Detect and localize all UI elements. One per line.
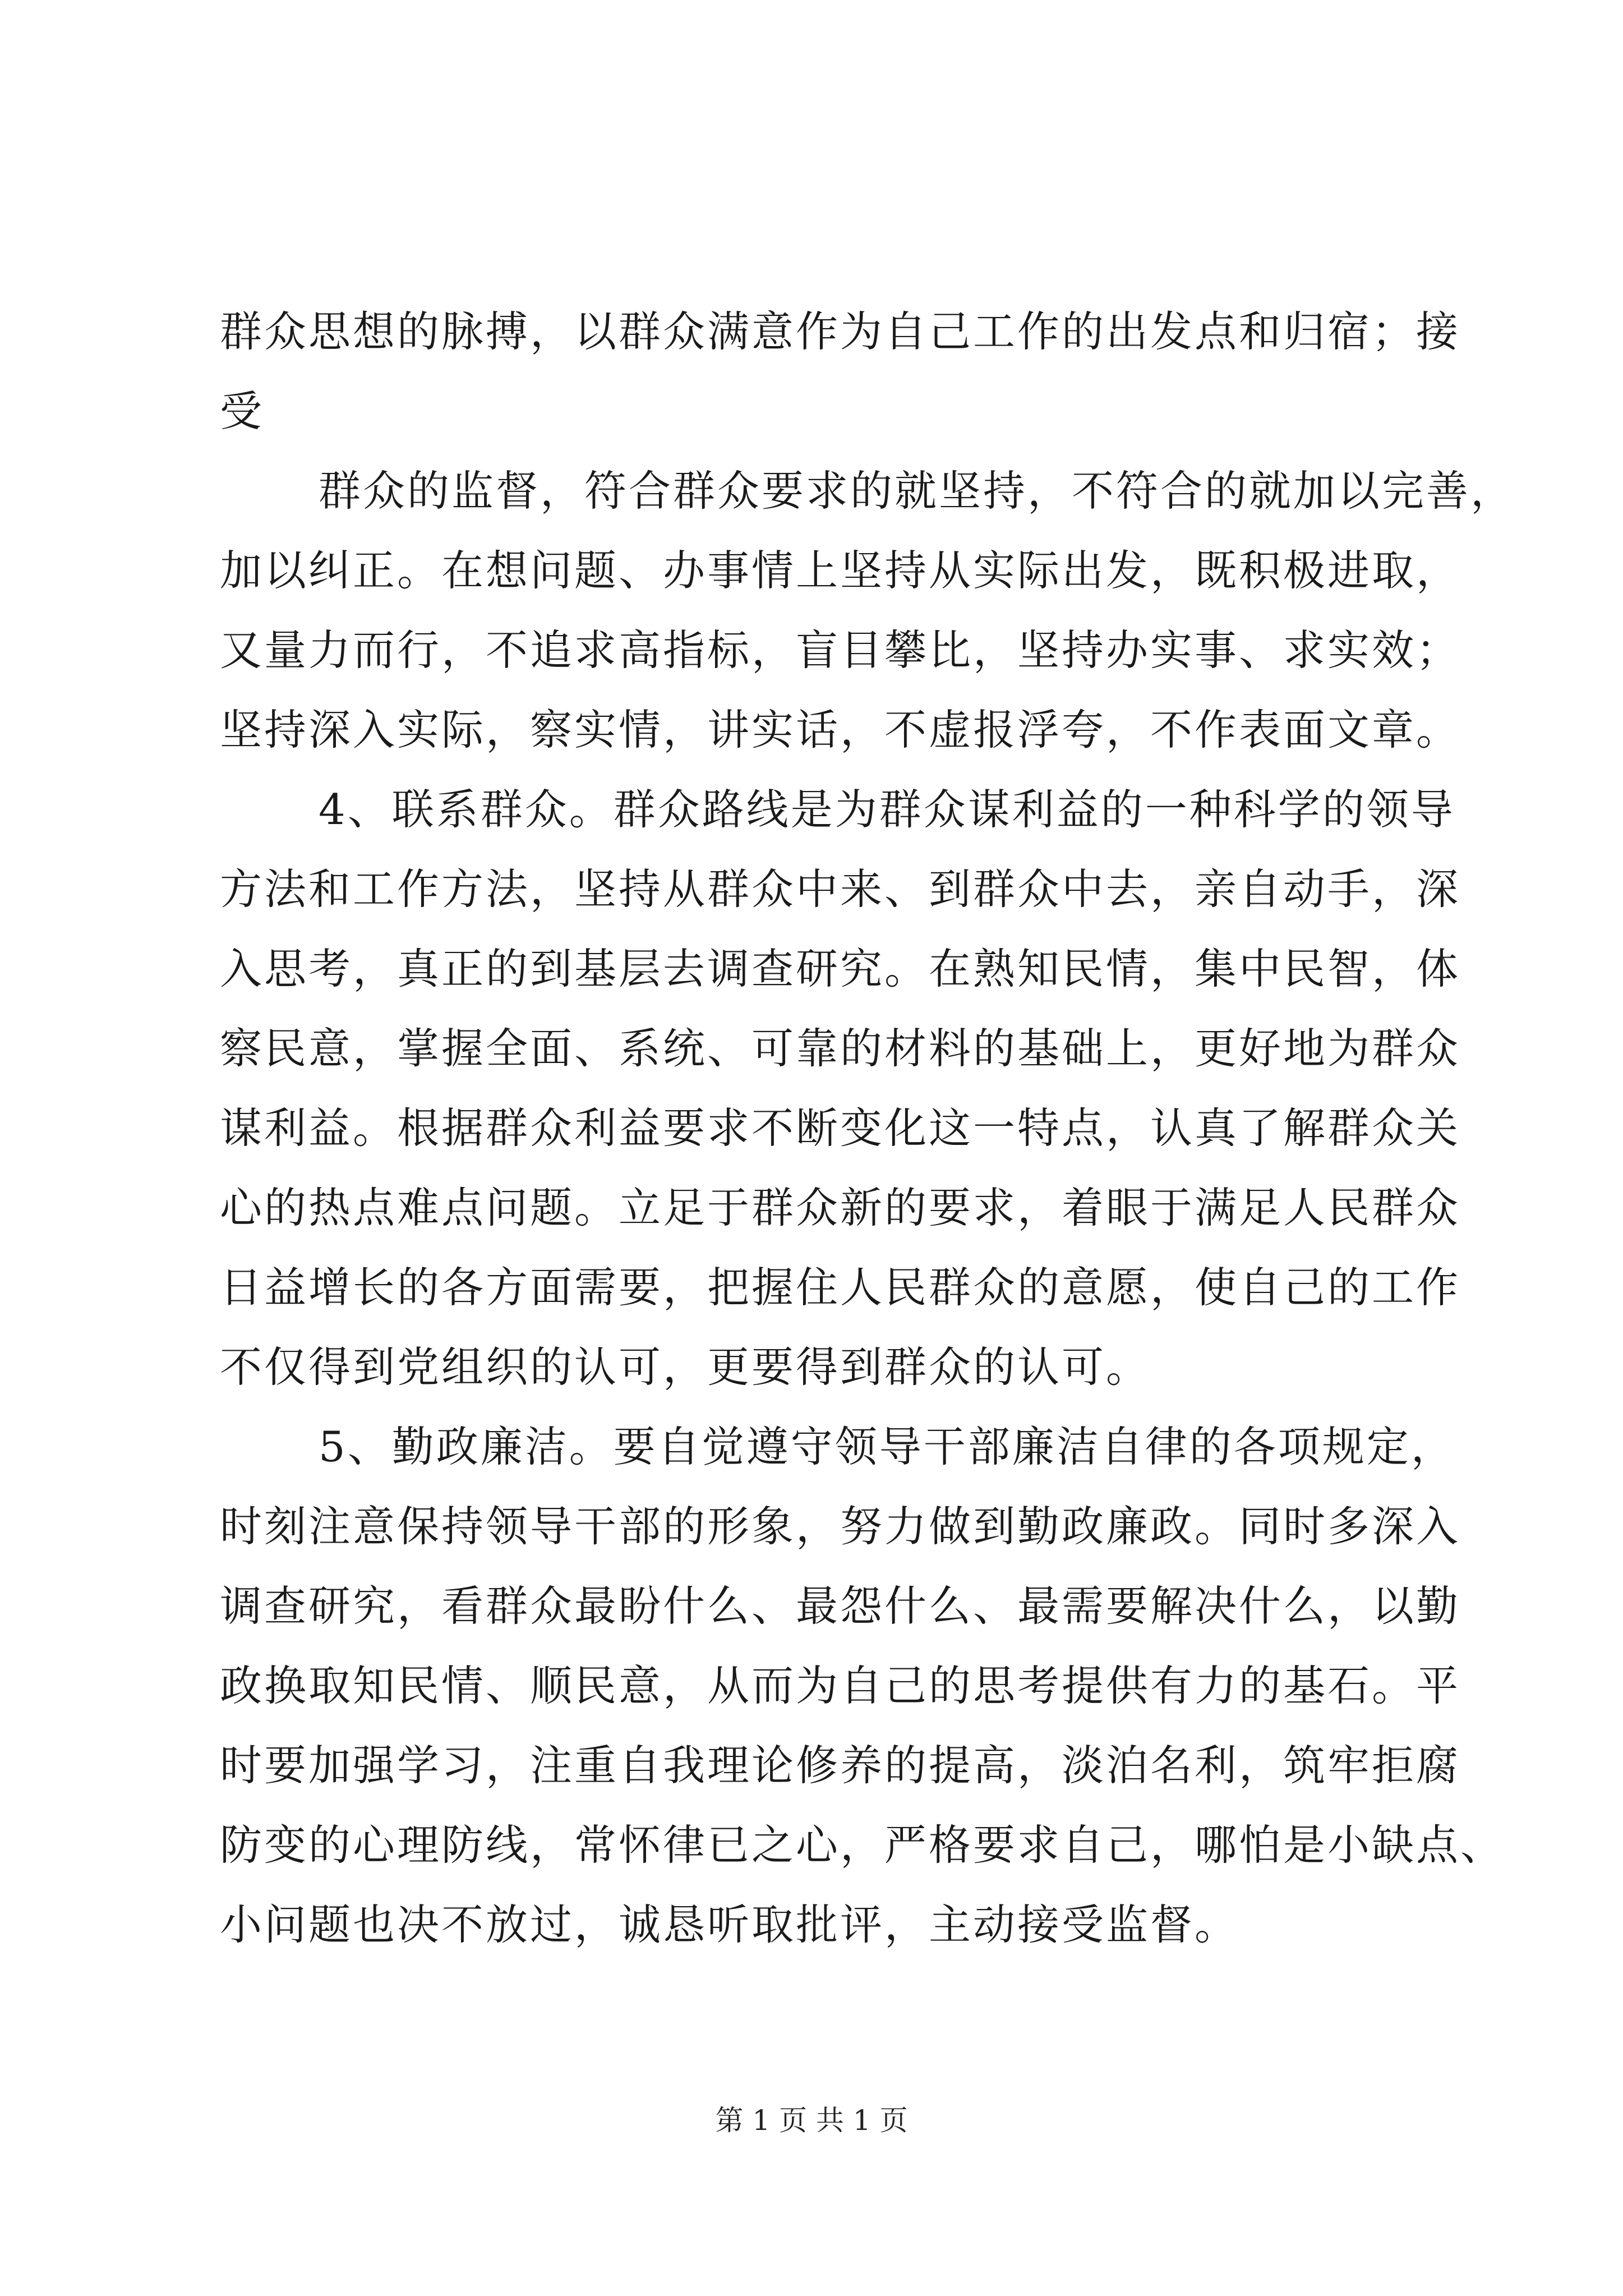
text-line: 心的热点难点问题。立足于群众新的要求，着眼于满足人民群众	[220, 1183, 1461, 1232]
text-line: 时刻注意保持领导干部的形象，努力做到勤政廉政。同时多深入	[220, 1502, 1461, 1551]
text-line: 防变的心理防线，常怀律已之心，严格要求自己，哪怕是小缺点、	[220, 1820, 1505, 1870]
text-line: 察民意，掌握全面、系统、可靠的材料的基础上，更好地为群众	[220, 1024, 1461, 1073]
text-line: 不仅得到党组织的认可，更要得到群众的认可。	[220, 1342, 1151, 1392]
paragraph-start-line: 群众的监督，符合群众要求的就坚持，不符合的就加以完善，	[319, 466, 1515, 516]
text-line: 时要加强学习，注重自我理论修养的提高，淡泊名利，筑牢拒腐	[220, 1741, 1461, 1790]
text-line: 加以纠正。在想问题、办事情上坚持从实际出发，既积极进取，	[220, 546, 1461, 595]
text-line: 调查研究，看群众最盼什么、最怨什么、最需要解决什么，以勤	[220, 1581, 1461, 1631]
text-line: 坚持深入实际，察实情，讲实话，不虚报浮夸，不作表面文章。	[220, 705, 1461, 754]
text-line: 日益增长的各方面需要，把握住人民群众的意愿，使自己的工作	[220, 1263, 1461, 1312]
paragraph-start-line: 5、勤政廉洁。要自觉遵守领导干部廉洁自律的各项规定，	[319, 1422, 1455, 1471]
text-line: 小问题也决不放过，诚恳听取批评，主动接受监督。	[220, 1900, 1239, 1949]
text-line: 受	[220, 386, 265, 436]
text-line: 又量力而行，不追求高指标，盲目攀比，坚持办实事、求实效；	[220, 625, 1461, 675]
text-line: 谋利益。根据群众利益要求不断变化这一特点，认真了解群众关	[220, 1103, 1461, 1153]
text-line: 入思考，真正的到基层去调查研究。在熟知民情，集中民智，体	[220, 944, 1461, 993]
page-number-label: 第 1 页 共 1 页	[715, 2104, 908, 2137]
text-line: 群众思想的脉搏，以群众满意作为自己工作的出发点和归宿；接	[220, 307, 1461, 356]
page-footer	[0, 2098, 1623, 2143]
body-text	[220, 292, 1515, 1964]
text-line: 政换取知民情、顺民意，从而为自己的思考提供有力的基石。平	[220, 1661, 1461, 1710]
paragraph-start-line: 4、联系群众。群众路线是为群众谋利益的一种科学的领导	[319, 785, 1455, 834]
text-line: 方法和工作方法，坚持从群众中来、到群众中去，亲自动手，深	[220, 864, 1461, 914]
